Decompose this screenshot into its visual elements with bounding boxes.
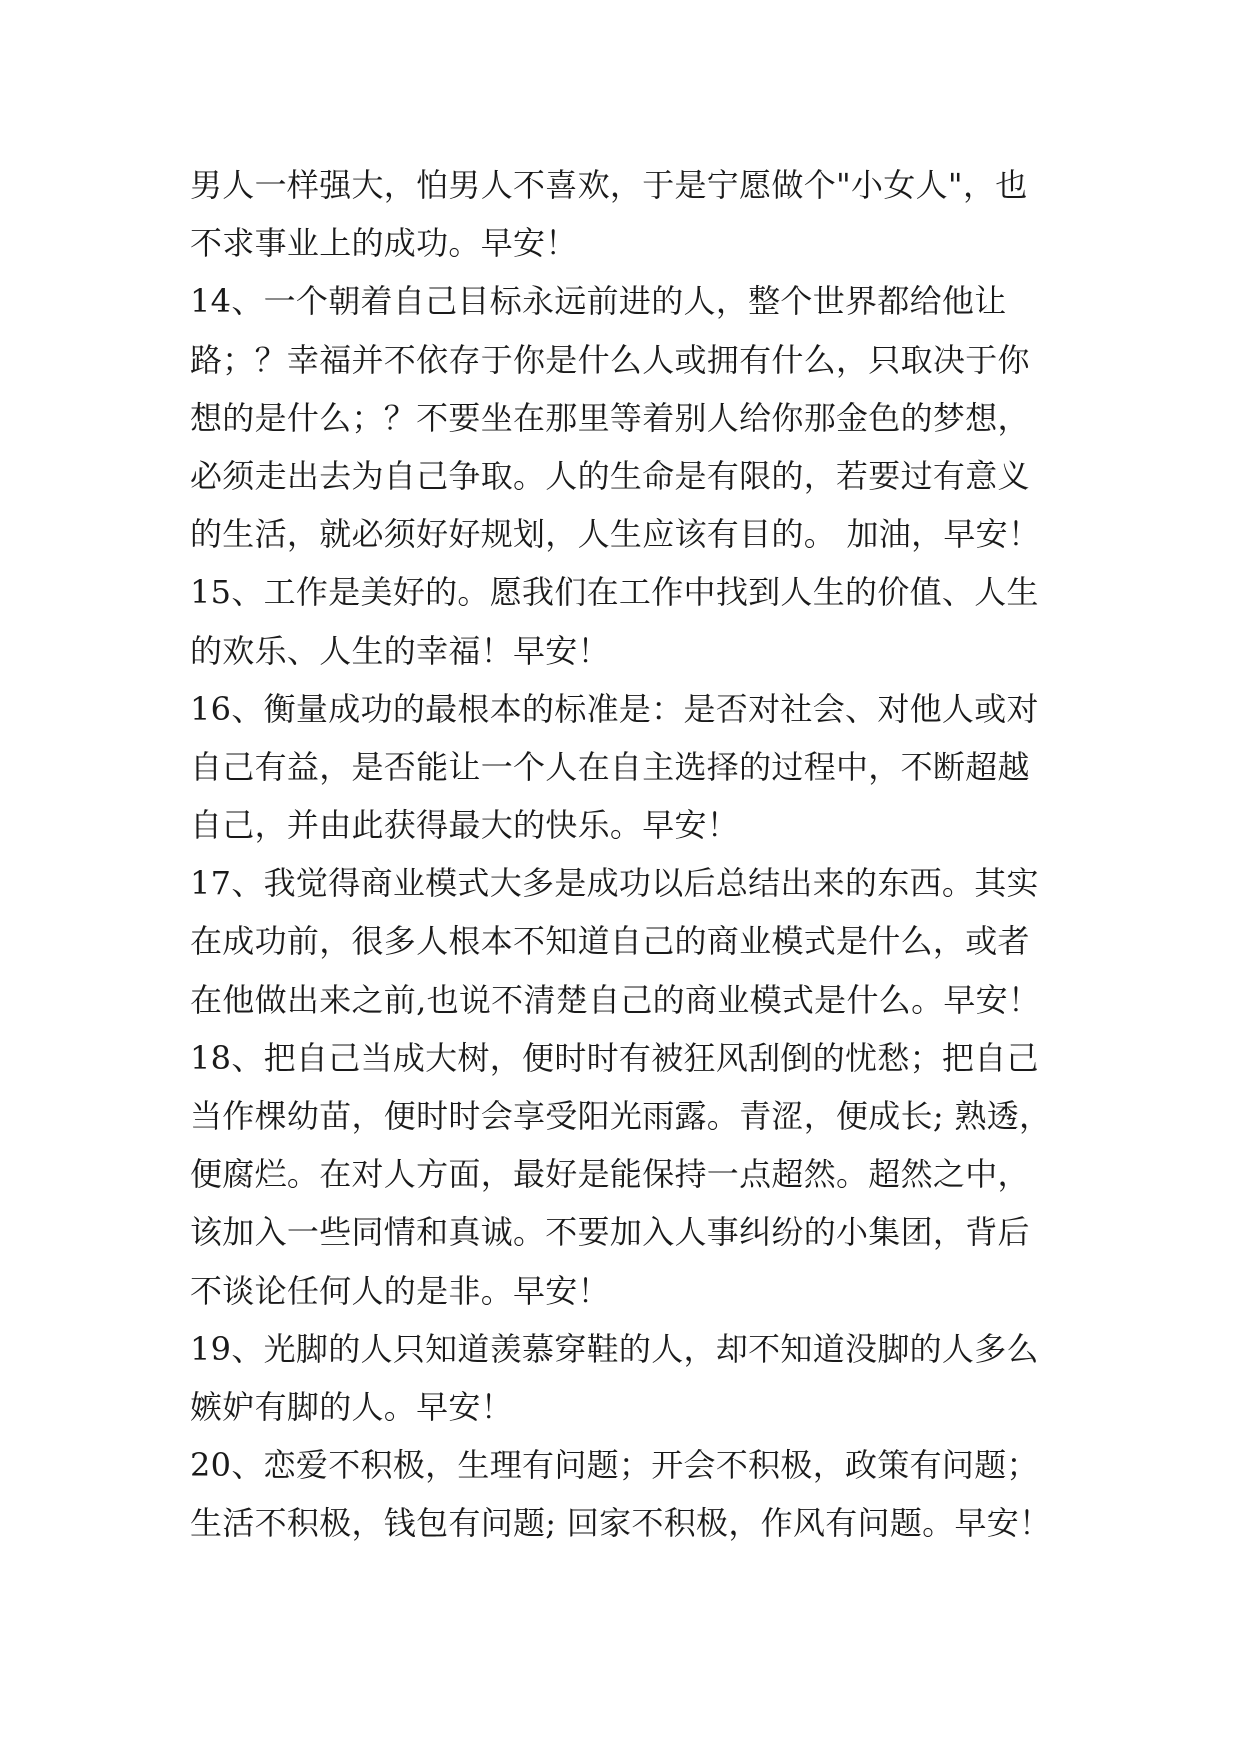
- text-line: 的生活，就必须好好规划，人生应该有目的。 加油，早安！: [190, 515, 1041, 554]
- text-line: 17、我觉得商业模式大多是成功以后总结出来的东西。其实: [190, 864, 1039, 903]
- text-line: 该加入一些同情和真诚。不要加入人事纠纷的小集团，背后: [190, 1213, 1030, 1252]
- text-line: 14、一个朝着自己目标永远前进的人，整个世界都给他让: [190, 282, 1007, 321]
- text-line: 当作棵幼苗，便时时会享受阳光雨露。青涩，便成长; 熟透，: [190, 1097, 1052, 1135]
- text-line: 自己有益，是否能让一个人在自主选择的过程中，不断超越: [190, 747, 1030, 786]
- text-line: 男人一样强大，怕男人不喜欢，于是宁愿做个"小女人"，也: [190, 166, 1028, 204]
- document-body: [190, 156, 1070, 1553]
- text-line: 的欢乐、人生的幸福！早安！: [190, 631, 610, 670]
- text-line: 路；？幸福并不依存于你是什么人或拥有什么，只取决于你: [190, 340, 1030, 379]
- text-line: 20、恋爱不积极，生理有问题；开会不积极，政策有问题；: [190, 1446, 1039, 1485]
- text-line: 不谈论任何人的是非。早安！: [190, 1271, 610, 1310]
- text-line: 不求事业上的成功。早安！: [190, 224, 578, 263]
- text-line: 在他做出来之前,也说不清楚自己的商业模式是什么。早安！: [190, 980, 1041, 1019]
- text-line: 便腐烂。在对人方面，最好是能保持一点超然。超然之中，: [190, 1155, 1030, 1194]
- text-line: 在成功前，很多人根本不知道自己的商业模式是什么，或者: [190, 922, 1030, 961]
- text-line: 必须走出去为自己争取。人的生命是有限的，若要过有意义: [190, 456, 1030, 495]
- text-line: 16、衡量成功的最根本的标准是：是否对社会、对他人或对: [190, 689, 1039, 728]
- text-line: 想的是什么；？不要坐在那里等着别人给你那金色的梦想，: [190, 398, 1030, 437]
- text-line: 18、把自己当成大树，便时时有被狂风刮倒的忧愁；把自己: [190, 1038, 1039, 1077]
- text-line: 嫉妒有脚的人。早安！: [190, 1387, 514, 1426]
- text-line: 生活不积极，钱包有问题; 回家不积极，作风有问题。早安！: [190, 1504, 1052, 1543]
- text-line: 自己，并由此获得最大的快乐。早安！: [190, 806, 740, 845]
- text-line: 15、工作是美好的。愿我们在工作中找到人生的价值、人生: [190, 573, 1039, 612]
- text-line: 19、光脚的人只知道羡慕穿鞋的人，却不知道没脚的人多么: [190, 1329, 1039, 1368]
